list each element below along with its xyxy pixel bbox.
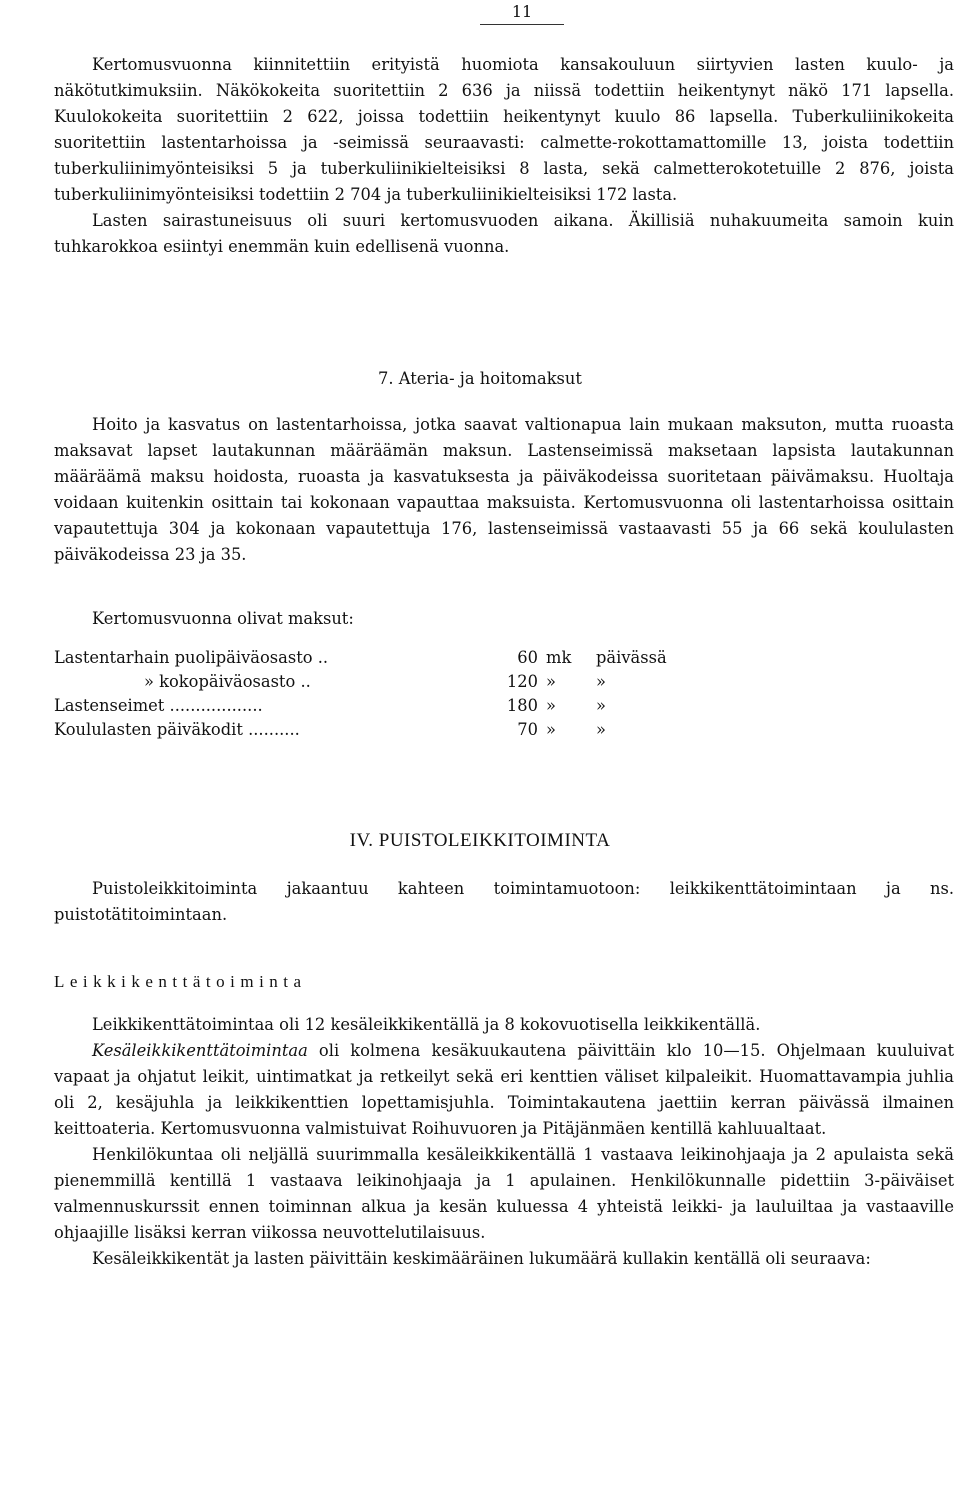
summer-activity-text: oli kolmena kesäkuukautena päivittäin klo 10—15. Ohjelmaan kuuluivat vapaat ja ohjatut leikit, uintimatkat ja retkeilyt sekä eri kenttien väliset kilpaleikit. Huomattavampia juhlia oli 2, kesäjuhla ja leikkikenttien lopettamisjuhla. Toimintakautena jaettiin kerran päivässä ilmainen keittoateria. Kertomusvuonna valmistuivat Roihuvuoren ja Pitäjänmäen kentillä kahluualtaat. — [54, 1041, 954, 1138]
heading-fees: 7. Ateria- ja hoitomaksut — [378, 369, 582, 388]
section-park-intro — [54, 876, 954, 928]
subheading-playground: Leikkikenttätoiminta — [54, 972, 307, 991]
table-row — [54, 670, 667, 694]
section-fees-text — [54, 412, 954, 568]
fee-unit: » — [546, 696, 556, 715]
paragraph-staff: Henkilökuntaa oli neljällä suurimmalla kesäleikkikentällä 1 vastaava leikinohjaaja ja 2 apulaista sekä pienemmillä kentillä 1 vastaava leikinohjaaja ja 1 apulainen. Henkilökunnalle pidettiin 3-päiväiset valmennuskurssit ennen toiminnan alkua ja kesän kuluessa 4 yhteistä leikki- ja lauluiltaa ja vastaaville ohjaajille lisäksi kerran viikossa neuvottelutilaisuus. — [54, 1145, 954, 1242]
fee-amount: 60 — [517, 648, 538, 667]
paragraph-attendance-intro: Kesäleikkikentät ja lasten päivittäin keskimääräinen lukumäärä kullakin kentällä oli seuraava: — [92, 1249, 871, 1268]
page-number-rule — [480, 24, 564, 25]
page-number: 11 — [511, 2, 533, 21]
fees-table — [54, 646, 667, 742]
fee-amount: 70 — [517, 720, 538, 739]
table-row — [54, 694, 667, 718]
paragraph-park-intro: Puistoleikkitoiminta jakaantuu kahteen toimintamuotoon: leikkikenttätoimintaan ja ns. puistotätitoimintaan. — [54, 879, 954, 924]
table-row — [54, 718, 667, 742]
fee-amount: 180 — [506, 696, 538, 715]
fee-label: » kokopäiväosasto .. — [144, 672, 311, 691]
fee-label: Lastentarhain puolipäiväosasto .. — [54, 648, 329, 667]
paragraph-summer-activity — [54, 1038, 954, 1142]
paragraph-illness: Lasten sairastuneisuus oli suuri kertomusvuoden aikana. Äkillisiä nuhakuumeita samoin kuin tuhkarokkoa esiintyi enemmän kuin edellisenä vuonna. — [54, 211, 954, 256]
fee-period: » — [596, 672, 606, 691]
paragraph-playground-count: Leikkikenttätoimintaa oli 12 kesäleikkikentällä ja 8 kokovuotisella leikkikentällä. — [92, 1015, 761, 1034]
fee-unit: » — [546, 672, 556, 691]
paragraph-screenings: Kertomusvuonna kiinnitettiin erityistä huomiota kansakouluun siirtyvien lasten kuulo- ja näkötutkimuksiin. Näkökokeita suoritettiin 2 636 ja niissä todettiin heikentynyt näkö 171 lapsella. Kuulokokeita suoritettiin 2 622, joissa todettiin heikentynyt kuulo 86 lapsella. Tuberkuliinikokeita suoritettiin lastentarhoissa ja -seimissä seuraavasti: calmette-rokottamattomille 13, joista todettiin tuberkuliinimyönteisiksi 5 ja tuberkuliinikielteisiksi 8 lasta, sekä calmetterokotetuille 2 876, joista tuberkuliinimyönteisiksi todettiin 2 704 ja tuberkuliinikielteisiksi 172 lasta. — [54, 55, 954, 204]
fee-period: päivässä — [596, 648, 667, 667]
fee-period: » — [596, 720, 606, 739]
heading-park-play: IV. PUISTOLEIKKITOIMINTA — [349, 830, 611, 851]
section-playground-text — [54, 1012, 954, 1272]
fee-amount: 120 — [506, 672, 538, 691]
fee-unit: mk — [546, 648, 572, 667]
table-row — [54, 646, 667, 670]
fee-unit: » — [546, 720, 556, 739]
fees-title: Kertomusvuonna olivat maksut: — [92, 609, 354, 628]
section-health-checks — [54, 52, 954, 260]
fee-label: Lastenseimet .................. — [54, 696, 263, 715]
fee-period: » — [596, 696, 606, 715]
paragraph-fees: Hoito ja kasvatus on lastentarhoissa, jotka saavat valtionapua lain mukaan maksuton, mutta ruoasta maksavat lapset lautakunnan määräämän maksun. Lastenseimissä maksetaan lapsista lautakunnan määräämä maksu hoidosta, ruoasta ja kasvatuksesta ja päiväkodeissa suoritetaan päivämaksu. Huoltaja voidaan kuitenkin osittain tai kokonaan vapauttaa maksuista. Kertomusvuonna oli lastentarhoissa osittain vapautettuja 304 ja kokonaan vapautettuja 176, lastenseimissä vastaavasti 55 ja 66 sekä koululasten päiväkodeissa 23 ja 35. — [54, 415, 954, 564]
fee-label: Koululasten päiväkodit .......... — [54, 720, 300, 739]
summer-activity-term: Kesäleikkikenttätoimintaa — [92, 1041, 308, 1060]
